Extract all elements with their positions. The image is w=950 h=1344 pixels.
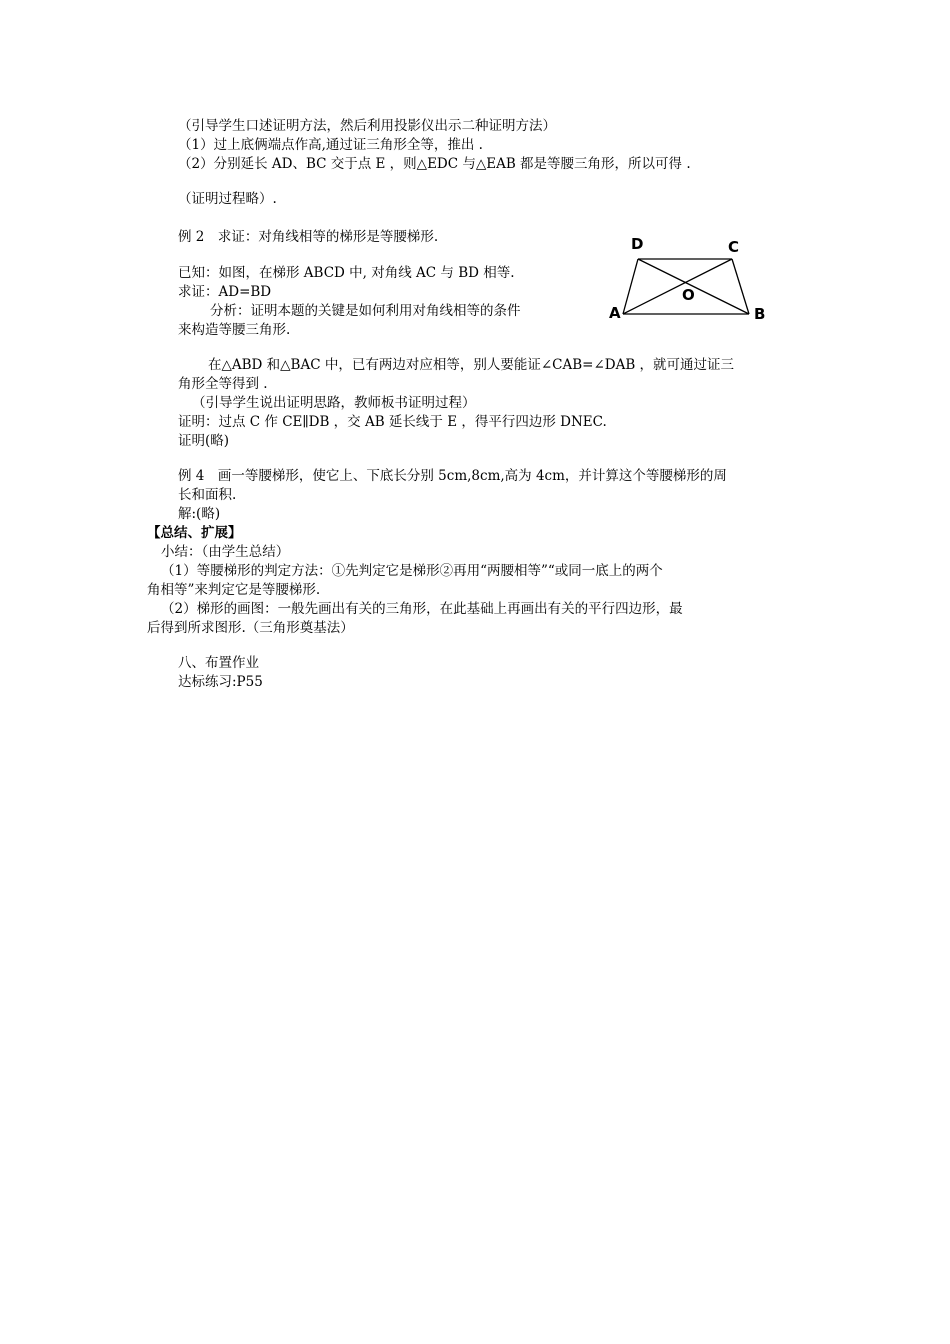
label-c: C xyxy=(728,238,740,256)
text-line: 来构造等腰三角形. xyxy=(178,322,291,338)
text-line: 小结：（由学生总结） xyxy=(161,544,290,560)
text-line: （1）过上底俩端点作高,通过证三角形全等，推出 . xyxy=(178,137,483,153)
text-line: 在△ABD 和△BAC 中，已有两边对应相等，别人要能证∠CAB=∠DAB ，就可通过证三 xyxy=(208,357,735,373)
trapezoid-figure xyxy=(602,232,776,324)
text-line: 证明：过点 C 作 CE∥DB ，交 AB 延长线于 E ，得平行四边形 DNEC. xyxy=(178,414,607,430)
text-line: 求证：AD=BD xyxy=(178,284,272,300)
example-heading: 例 2 求证：对角线相等的梯形是等腰梯形. xyxy=(178,229,439,245)
label-a: A xyxy=(609,304,621,322)
text-line: （证明过程略）. xyxy=(178,191,277,207)
label-o: O xyxy=(682,286,695,304)
text-line: 分析：证明本题的关键是如何利用对角线相等的条件 xyxy=(210,303,521,319)
example-heading: 例 4 画一等腰梯形，使它上、下底长分别 5cm,8cm,高为 4cm，并计算这个等腰梯形的周 xyxy=(178,468,727,484)
text-line: （引导学生说出证明思路，教师板书证明过程） xyxy=(192,395,476,411)
text-line: 证明(略) xyxy=(178,433,230,449)
text-line: 解:(略) xyxy=(178,506,221,522)
text-line: 后得到所求图形.（三角形奠基法） xyxy=(147,620,354,636)
edge-bc xyxy=(732,259,749,314)
text-line: （引导学生口述证明方法，然后利用投影仪出示二种证明方法） xyxy=(178,118,556,134)
text-line: 达标练习:P55 xyxy=(178,674,263,690)
text-line: （1）等腰梯形的判定方法：①先判定它是梯形②再用“两腰相等”“或同一底上的两个 xyxy=(161,563,663,579)
section-heading: 【总结、扩展】 xyxy=(147,525,242,541)
text-line: 已知：如图，在梯形 ABCD 中, 对角线 AC 与 BD 相等. xyxy=(178,265,515,281)
text-line: 角相等”来判定它是等腰梯形. xyxy=(147,582,321,598)
text-line: 长和面积. xyxy=(178,487,237,503)
edge-ad xyxy=(623,259,638,314)
text-line: 角形全等得到 . xyxy=(178,376,268,392)
diagonal-ac xyxy=(623,259,732,314)
section-heading: 八、布置作业 xyxy=(178,655,259,671)
label-b: B xyxy=(754,305,766,323)
text-line: （2）梯形的画图：一般先画出有关的三角形，在此基础上再画出有关的平行四边形，最 xyxy=(161,601,683,617)
text-line: （2）分别延长 AD、BC 交于点 E ，则△EDC 与△EAB 都是等腰三角形，所以可得 . xyxy=(178,156,691,172)
label-d: D xyxy=(631,235,644,253)
